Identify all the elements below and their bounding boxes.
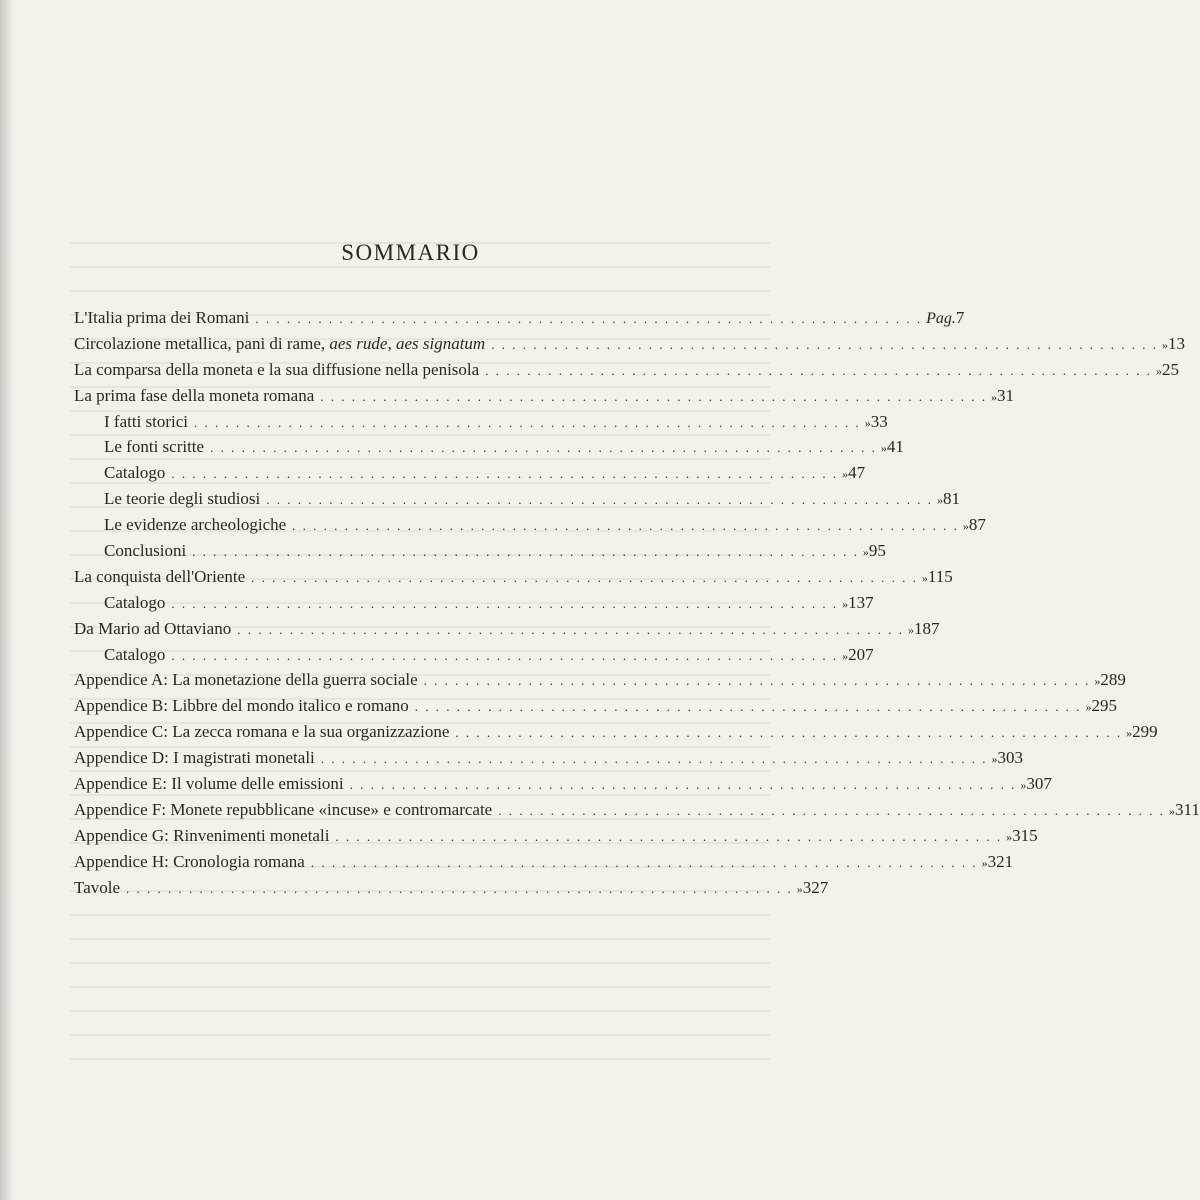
page-title: SOMMARIO xyxy=(341,240,480,265)
page-number: 295 xyxy=(1091,696,1117,716)
dot-leader: . . . . . . . . . . . . . . . . . . . . . . . . . . . . . . . . . . . . . . . . . . . . . . . . . . . . . . . . . . . . . . . . xyxy=(210,440,877,456)
table-of-contents xyxy=(74,305,1200,900)
dot-leader: . . . . . . . . . . . . . . . . . . . . . . . . . . . . . . . . . . . . . . . . . . . . . . . . . . . . . . . . . . . . . . . . xyxy=(423,673,1091,689)
page-marker: » xyxy=(862,545,869,560)
toc-entry-title: Tavole xyxy=(74,877,121,897)
dot-leader: . . . . . . . . . . . . . . . . . . . . . . . . . . . . . . . . . . . . . . . . . . . . . . . . . . . . . . . . . . . . . . . . xyxy=(491,336,1158,352)
dot-leader: . . . . . . . . . . . . . . . . . . . . . . . . . . . . . . . . . . . . . . . . . . . . . . . . . . . . . . . . . . . . . . . . xyxy=(266,492,934,508)
toc-entry-title: Appendice E: Il volume delle emissioni xyxy=(74,774,344,794)
toc-entry xyxy=(74,616,940,642)
dot-leader: . . . . . . . . . . . . . . . . . . . . . . . . . . . . . . . . . . . . . . . . . . . . . . . . . . . . . . . . . . . . . . . . xyxy=(126,880,793,896)
toc-entry-title: Le fonti scritte xyxy=(104,437,205,457)
dot-leader: . . . . . . . . . . . . . . . . . . . . . . . . . . . . . . . . . . . . . . . . . . . . . . . . . . . . . . . . . . . . . . . . xyxy=(455,725,1123,741)
page-number: 311 xyxy=(1174,799,1200,819)
dot-leader: . . . . . . . . . . . . . . . . . . . . . . . . . . . . . . . . . . . . . . . . . . . . . . . . . . . . . . . . . . . . . . . . xyxy=(498,802,1165,818)
page-marker: » xyxy=(842,467,849,482)
toc-entry-title: Appendice B: Libbre del mondo italico e romano xyxy=(74,696,409,716)
toc-entry xyxy=(74,667,1126,693)
page-number: 41 xyxy=(886,437,904,457)
page-number: 13 xyxy=(1167,333,1185,353)
dot-leader: . . . . . . . . . . . . . . . . . . . . . . . . . . . . . . . . . . . . . . . . . . . . . . . . . . . . . . . . . . . . . . . . xyxy=(320,388,987,404)
page-marker: » xyxy=(991,389,997,404)
toc-entry-title xyxy=(74,331,485,357)
toc-entry xyxy=(74,538,886,564)
page-marker: » xyxy=(842,648,849,663)
page-number: 207 xyxy=(848,644,874,664)
toc-entry-title: Appendice D: I magistrati monetali xyxy=(74,748,315,768)
toc-entry-title: Catalogo xyxy=(104,463,166,483)
toc-entry xyxy=(74,875,829,901)
toc-entry-title: Appendice G: Rinvenimenti monetali xyxy=(74,825,330,845)
toc-entry-title-part: , xyxy=(387,333,396,353)
page-number: 303 xyxy=(997,748,1024,768)
toc-entry xyxy=(74,434,904,460)
page-marker: » xyxy=(962,519,969,534)
page-number: 187 xyxy=(913,618,940,638)
dot-leader: . . . . . . . . . . . . . . . . . . . . . . . . . . . . . . . . . . . . . . . . . . . . . . . . . . . . . . . . . . . . . . . . xyxy=(171,647,839,663)
dot-leader: . . . . . . . . . . . . . . . . . . . . . . . . . . . . . . . . . . . . . . . . . . . . . . . . . . . . . . . . . . . . . . . . xyxy=(171,595,839,611)
toc-entry xyxy=(74,486,961,512)
page-marker: » xyxy=(1006,829,1013,844)
page-number: 81 xyxy=(943,489,961,509)
toc-entry xyxy=(74,460,866,486)
page-number: 321 xyxy=(987,851,1014,871)
dot-leader: . . . . . . . . . . . . . . . . . . . . . . . . . . . . . . . . . . . . . . . . . . . . . . . . . . . . . . . . . . . . . . . . xyxy=(485,362,1152,378)
toc-entry-title: Appendice F: Monete repubblicane «incuse» e contromarcate xyxy=(74,799,493,819)
dot-leader: . . . . . . . . . . . . . . . . . . . . . . . . . . . . . . . . . . . . . . . . . . . . . . . . . . . . . . . . . . . . . . . . xyxy=(255,311,923,326)
toc-entry-title: I fatti storici xyxy=(104,411,189,431)
toc-entry xyxy=(74,331,1185,357)
page-marker: » xyxy=(1155,363,1162,378)
page-number: 115 xyxy=(927,566,953,586)
dot-leader: . . . . . . . . . . . . . . . . . . . . . . . . . . . . . . . . . . . . . . . . . . . . . . . . . . . . . . . . . . . . . . . . xyxy=(237,621,904,637)
page-number: 289 xyxy=(1100,670,1126,690)
dot-leader: . . . . . . . . . . . . . . . . . . . . . . . . . . . . . . . . . . . . . . . . . . . . . . . . . . . . . . . . . . . . . . . . xyxy=(335,828,1003,844)
toc-entry-title: Le evidenze archeologiche xyxy=(104,515,287,535)
dot-leader: . . . . . . . . . . . . . . . . . . . . . . . . . . . . . . . . . . . . . . . . . . . . . . . . . . . . . . . . . . . . . . . . xyxy=(310,854,978,870)
toc-entry xyxy=(74,305,965,331)
page-marker: » xyxy=(1094,674,1101,689)
toc-entry xyxy=(74,357,1179,383)
toc-entry-title: Da Mario ad Ottaviano xyxy=(74,618,232,638)
toc-entry-title: Catalogo xyxy=(104,592,166,612)
page-marker: » xyxy=(1168,803,1175,818)
page-marker: » xyxy=(937,493,944,508)
page-number: 327 xyxy=(802,877,829,897)
page-number: 315 xyxy=(1012,825,1038,845)
page-marker: » xyxy=(907,622,914,637)
toc-entry xyxy=(74,383,1014,409)
page-number: 87 xyxy=(968,515,986,535)
toc-entry-title: Catalogo xyxy=(104,644,166,664)
toc-entry xyxy=(74,771,1052,797)
page-number: 7 xyxy=(955,308,965,327)
dot-leader: . . . . . . . . . . . . . . . . . . . . . . . . . . . . . . . . . . . . . . . . . . . . . . . . . . . . . . . . . . . . . . . . xyxy=(320,751,988,767)
page-number: 95 xyxy=(868,541,886,561)
toc-entry-title: Le teorie degli studiosi xyxy=(104,489,261,509)
toc-entry-title: La comparsa della moneta e la sua diffusione nella penisola xyxy=(74,359,480,379)
toc-entry-title: Appendice C: La zecca romana e la sua organizzazione xyxy=(74,722,450,742)
dot-leader: . . . . . . . . . . . . . . . . . . . . . . . . . . . . . . . . . . . . . . . . . . . . . . . . . . . . . . . . . . . . . . . . xyxy=(171,466,839,482)
toc-entry-title: Appendice A: La monetazione della guerra sociale xyxy=(74,670,418,690)
page-marker: » xyxy=(991,752,998,767)
toc-entry-title: L'Italia prima dei Romani xyxy=(74,308,250,327)
dot-leader: . . . . . . . . . . . . . . . . . . . . . . . . . . . . . . . . . . . . . . . . . . . . . . . . . . . . . . . . . . . . . . . . xyxy=(292,518,959,534)
toc-entry-title: Conclusioni xyxy=(104,541,187,561)
toc-entry xyxy=(74,823,1038,849)
page-marker: » xyxy=(1126,726,1133,741)
page-number: 33 xyxy=(870,411,888,431)
page-number: 307 xyxy=(1026,774,1052,794)
page-number: 47 xyxy=(848,463,866,483)
toc-entry xyxy=(74,409,888,435)
page-marker: » xyxy=(1085,700,1092,715)
toc-entry-title: La prima fase della moneta romana xyxy=(74,385,315,405)
page-number: 25 xyxy=(1161,359,1179,379)
toc-entry-title-part: aes signatum xyxy=(395,333,486,353)
toc-entry xyxy=(74,849,1014,875)
toc-entry-title: La conquista dell'Oriente xyxy=(74,566,246,586)
dot-leader: . . . . . . . . . . . . . . . . . . . . . . . . . . . . . . . . . . . . . . . . . . . . . . . . . . . . . . . . . . . . . . . . xyxy=(349,777,1017,793)
page-number: 299 xyxy=(1132,722,1158,742)
page-marker: » xyxy=(796,881,803,896)
page-marker: » xyxy=(864,415,871,430)
toc-entry xyxy=(74,590,874,616)
dot-leader: . . . . . . . . . . . . . . . . . . . . . . . . . . . . . . . . . . . . . . . . . . . . . . . . . . . . . . . . . . . . . . . . xyxy=(414,699,1082,715)
page-marker: Pag. xyxy=(926,310,956,327)
dot-leader: . . . . . . . . . . . . . . . . . . . . . . . . . . . . . . . . . . . . . . . . . . . . . . . . . . . . . . . . . . . . . . . . xyxy=(192,544,859,560)
toc-entry-title-part: aes rude xyxy=(329,333,388,353)
dot-leader: . . . . . . . . . . . . . . . . . . . . . . . . . . . . . . . . . . . . . . . . . . . . . . . . . . . . . . . . . . . . . . . . xyxy=(251,569,918,585)
toc-entry xyxy=(74,745,1024,771)
page-marker: » xyxy=(1161,337,1168,352)
dot-leader: . . . . . . . . . . . . . . . . . . . . . . . . . . . . . . . . . . . . . . . . . . . . . . . . . . . . . . . . . . . . . . . . xyxy=(194,414,861,430)
toc-entry xyxy=(74,693,1117,719)
page-marker: » xyxy=(1020,778,1027,793)
page-number: 31 xyxy=(997,385,1014,405)
toc-entry xyxy=(74,642,874,668)
page-marker: » xyxy=(981,855,988,870)
toc-entry xyxy=(74,719,1158,745)
page-marker: » xyxy=(880,441,887,456)
toc-entry-title: Appendice H: Cronologia romana xyxy=(74,851,305,871)
page-marker: » xyxy=(921,570,928,585)
page-number: 137 xyxy=(848,592,874,612)
toc-entry xyxy=(74,512,986,538)
page-gutter-shadow xyxy=(0,0,14,1200)
toc-entry-title-part: Circolazione metallica, pani di rame, xyxy=(74,333,330,353)
toc-entry xyxy=(74,797,1200,823)
page-marker: » xyxy=(842,596,849,611)
toc-entry xyxy=(74,564,953,590)
